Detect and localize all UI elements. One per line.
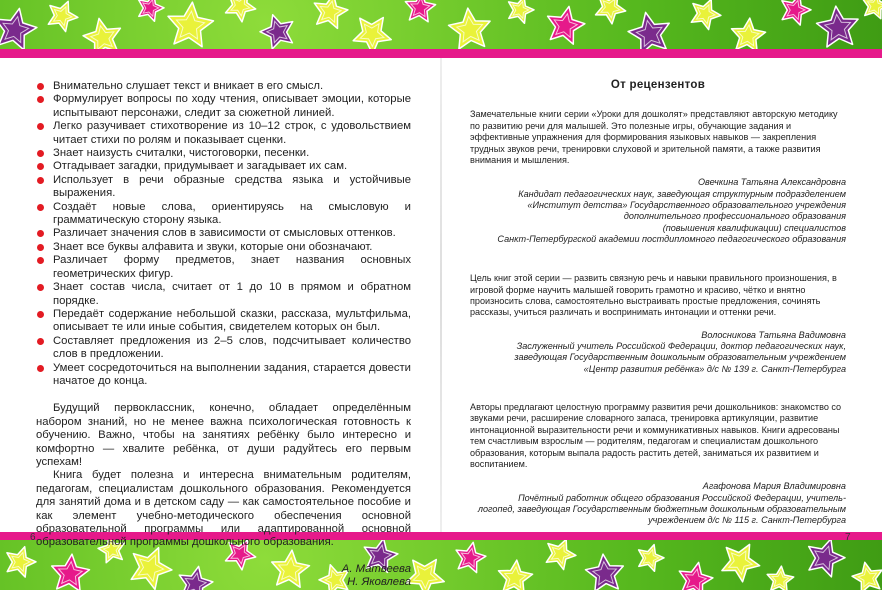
list-item: Умеет сосредоточиться на выполнении задания, старается довести начатое до конца.: [36, 362, 411, 389]
review-block: [470, 402, 846, 527]
star-icon: [0, 5, 40, 55]
list-item: Внимательно слушает текст и вникает в его смысл.: [36, 80, 411, 93]
review-attribution: [470, 177, 846, 245]
star-icon: [221, 0, 259, 25]
page-number-right: 7: [845, 532, 851, 543]
star-icon: [717, 540, 763, 585]
review-text: Замечательные книги серии «Уроки для дошколят» представляют авторскую методику по развитию речи для малышей. Это полезные игры, обучающие задания и эффективные упражнения для формирования языковых навыков — закрепления трудных звуков речи, тренировки слуховой и зрительной памяти, а также развития внимания и мышления.: [470, 109, 838, 166]
reviewer-title: логопед, заведующая Государственным бюджетным дошкольным образовательным: [477, 504, 846, 515]
list-item: Знает состав числа, считает от 1 до 10 в прямом и обратном порядке.: [36, 281, 411, 308]
bullet-icon: [37, 83, 44, 90]
bullet-icon: [37, 230, 44, 237]
bullet-icon: [37, 365, 44, 372]
bullet-icon: [37, 96, 44, 103]
bullet-icon: [37, 123, 44, 130]
star-icon: [633, 541, 667, 575]
review-text: Авторы предлагают целостную программу развития речи дошкольников: знакомство со звуками речи, расширение словарного запаса, тренировка артикуляции, развитие интонационной выразительности речи и коммуникативных навыков. Книги адресованы тем счастливым взрослым — родителям, педагогам и специалистам дошкольного образования, которым выпала радость растить детей, заниматься их развитием и воспитанием.: [470, 402, 842, 470]
star-icon: [541, 540, 579, 573]
left-page: [36, 80, 411, 590]
review-block: [470, 109, 846, 245]
review-block: [470, 273, 846, 375]
star-icon: [686, 0, 724, 33]
right-page: [470, 80, 846, 527]
bullet-icon: [37, 338, 44, 345]
star-icon: [1, 543, 39, 581]
reviewer-title: «Институт детства» Государственного образовательного учреждения: [527, 200, 846, 211]
review-text: Цель книг этой серии — развить связную речь и навыки правильного произношения, в игровой форме научить малышей говорить грамотно и красиво, чётко и внятно произносить слова, самостоятельно выстраивать простые предложения, сочинять рассказы, учиться различать и воспринимать интонации и оттенки речи.: [470, 273, 837, 318]
star-icon: [43, 0, 81, 35]
list-item: Отгадывает загадки, придумывает и загадывает их сам.: [36, 160, 411, 173]
reviewer-title: «Центр развития ребёнка» д/с № 139 г. Санкт-Петербурга: [583, 363, 846, 374]
page-number-left: 6: [30, 532, 36, 543]
star-icon: [401, 0, 439, 27]
reviewer-title: дополнительного профессионального образования: [623, 211, 846, 222]
star-icon: [542, 3, 588, 49]
author-name: А. Матвеева: [341, 562, 411, 575]
bullet-icon: [37, 257, 44, 264]
star-icon: [813, 3, 863, 53]
authors-signature: [36, 563, 411, 590]
top-pink-stripe: [0, 49, 882, 58]
bullet-icon: [37, 177, 44, 184]
star-icon: [309, 0, 351, 33]
star-icon: [582, 551, 628, 590]
star-icon: [591, 0, 629, 27]
page-title: От рецензентов: [610, 79, 706, 91]
list-item: Различает форму предметов, знает названия основных геометрических фигур.: [36, 254, 411, 281]
skills-list: [36, 80, 411, 388]
reviewer-title: Санкт-Петербургской академии постдипломного педагогического образования: [497, 233, 846, 244]
star-icon: [494, 557, 536, 590]
reviewer-name: Агафонова Мария Владимировна: [702, 481, 846, 492]
list-item: Знает наизусть считалки, чистоговорки, песенки.: [36, 147, 411, 160]
star-icon: [451, 540, 489, 577]
list-item: Легко разучивает стихотворение из 10–12 строк, с удовольствием читает стихи по ролям и показывает сценки.: [36, 120, 411, 147]
star-icon: [802, 540, 848, 581]
page-gutter: [440, 58, 442, 532]
bullet-icon: [37, 150, 44, 157]
review-attribution: [470, 330, 846, 375]
list-item: Знает все буквы алфавита и звуки, которые они обозначают.: [36, 241, 411, 254]
reviewer-title: (повышения квалификации) специалистов: [662, 222, 846, 233]
list-item: Использует в речи образные средства языка и устойчивые выражения.: [36, 174, 411, 201]
body-paragraph: Будущий первоклассник, конечно, обладает определённым набором знаний, но не менее важна психологическая готовность к обучению. Важно, чтобы на занятиях ребёнку было интересно и комфортно — хвалите ребёнка, от души радуйтесь его первым успехам!: [36, 402, 411, 468]
reviewer-title: учреждением д/с № 115 г. Санкт-Петербурга: [648, 515, 846, 526]
star-icon: [776, 0, 814, 29]
star-icon: [858, 0, 882, 23]
list-item: Передаёт содержание небольшой сказки, рассказа, мультфильма, описывает те или иные события, свидетелем которых он был.: [36, 308, 411, 335]
star-icon: [674, 559, 716, 590]
star-icon: [133, 0, 167, 25]
list-item: Различает значения слов в зависимости от смысловых оттенков.: [36, 227, 411, 240]
top-decorative-band: [0, 0, 882, 56]
reviewer-name: Волосникова Татьяна Вадимовна: [701, 329, 846, 340]
author-name: Н. Яковлева: [347, 576, 411, 589]
star-icon: [257, 11, 299, 53]
star-icon: [763, 563, 797, 590]
star-icon: [849, 559, 882, 590]
star-icon: [445, 5, 495, 55]
bullet-icon: [37, 244, 44, 251]
review-attribution: [470, 481, 846, 526]
bullet-icon: [37, 311, 44, 318]
reviewer-title: Кандидат педагогических наук, заведующая структурным подразделением: [518, 188, 846, 199]
star-icon: [503, 0, 537, 27]
list-item: Составляет предложения из 2–5 слов, подсчитывает количество слов в предложении.: [36, 335, 411, 362]
reviewer-title: заведующая Государственным дошкольным образовательным учреждением: [514, 352, 846, 363]
bullet-icon: [37, 204, 44, 211]
list-item: Формулирует вопросы по ходу чтения, описывает эмоции, которые испытывают персонажи, следит за сюжетной линией.: [36, 93, 411, 120]
body-paragraph: Книга будет полезна и интересна внимательным родителям, педагогам, специалистам дошкольного образования. Рекомендуется для занятий дома и в детском саду — как самостоятельное пособие и как элемент учебно-методического обеспечения основной образовательной программы или адаптированной основной образовательной программы дошкольного образования.: [36, 469, 411, 549]
bullet-icon: [37, 284, 44, 291]
reviewer-title: Заслуженный учитель Российской Федерации, доктор педагогических наук,: [516, 341, 846, 352]
reviewer-name: Овечкина Татьяна Александровна: [697, 177, 846, 188]
star-icon: [163, 0, 217, 53]
reviewer-title: Почётный работник общего образования Российской Федерации, учитель-: [518, 492, 846, 503]
list-item: Создаёт новые слова, ориентируясь на смысловую и грамматическую сторону языка.: [36, 201, 411, 228]
bullet-icon: [37, 163, 44, 170]
